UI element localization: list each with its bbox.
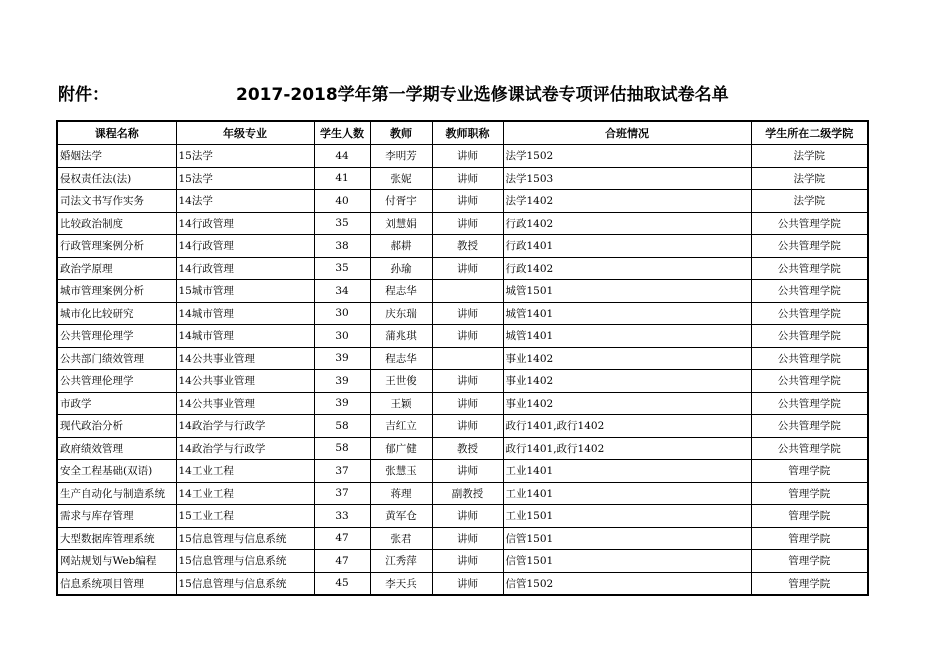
- grade-major-cell: 15信息管理与信息系统: [176, 550, 314, 573]
- grade-major-cell: 14法学: [176, 190, 314, 213]
- table-row: [57, 527, 868, 550]
- teacher-title-cell: [432, 347, 503, 370]
- teacher-cell: 庆东瑞: [370, 302, 432, 325]
- course-name-cell: 市政学: [57, 392, 176, 415]
- combined-class-cell: 政行1401,政行1402: [503, 437, 751, 460]
- combined-class-cell: 城管1401: [503, 302, 751, 325]
- col-header-grade-major: 年级专业: [176, 121, 314, 145]
- student-count-cell: 39: [314, 392, 370, 415]
- teacher-cell: 张慧玉: [370, 460, 432, 483]
- combined-class-cell: 行政1402: [503, 257, 751, 280]
- student-count-cell: 47: [314, 550, 370, 573]
- teacher-cell: 蒋理: [370, 482, 432, 505]
- combined-class-cell: 信管1502: [503, 572, 751, 595]
- combined-class-cell: 法学1502: [503, 145, 751, 168]
- col-header-title: 教师职称: [432, 121, 503, 145]
- teacher-cell: 黄军仓: [370, 505, 432, 528]
- combined-class-cell: 信管1501: [503, 550, 751, 573]
- grade-major-cell: 14公共事业管理: [176, 347, 314, 370]
- student-count-cell: 30: [314, 302, 370, 325]
- table-row: [57, 145, 868, 168]
- combined-class-cell: 事业1402: [503, 347, 751, 370]
- course-name-cell: 婚姻法学: [57, 145, 176, 168]
- student-count-cell: 41: [314, 167, 370, 190]
- table-row: [57, 415, 868, 438]
- teacher-cell: 郁广健: [370, 437, 432, 460]
- student-count-cell: 34: [314, 280, 370, 303]
- table-row: [57, 482, 868, 505]
- teacher-cell: 程志华: [370, 280, 432, 303]
- student-count-cell: 47: [314, 527, 370, 550]
- student-count-cell: 35: [314, 257, 370, 280]
- teacher-cell: 付胥宇: [370, 190, 432, 213]
- course-name-cell: 现代政治分析: [57, 415, 176, 438]
- college-cell: 管理学院: [751, 550, 868, 573]
- col-header-college: 学生所在二级学院: [751, 121, 868, 145]
- teacher-cell: 吉红立: [370, 415, 432, 438]
- table-row: [57, 505, 868, 528]
- teacher-cell: 刘慧娟: [370, 212, 432, 235]
- college-cell: 管理学院: [751, 572, 868, 595]
- col-header-course: 课程名称: [57, 121, 176, 145]
- course-name-cell: 城市化比较研究: [57, 302, 176, 325]
- grade-major-cell: 14公共事业管理: [176, 392, 314, 415]
- table-row: [57, 190, 868, 213]
- course-name-cell: 大型数据库管理系统: [57, 527, 176, 550]
- student-count-cell: 58: [314, 415, 370, 438]
- combined-class-cell: 法学1503: [503, 167, 751, 190]
- teacher-cell: 李明芳: [370, 145, 432, 168]
- table-row: [57, 257, 868, 280]
- teacher-title-cell: 教授: [432, 437, 503, 460]
- student-count-cell: 58: [314, 437, 370, 460]
- combined-class-cell: 工业1501: [503, 505, 751, 528]
- teacher-title-cell: 讲师: [432, 572, 503, 595]
- attachment-label: 附件：: [58, 85, 109, 105]
- college-cell: 公共管理学院: [751, 302, 868, 325]
- grade-major-cell: 14工业工程: [176, 460, 314, 483]
- student-count-cell: 30: [314, 325, 370, 348]
- table-row: [57, 302, 868, 325]
- student-count-cell: 39: [314, 347, 370, 370]
- teacher-title-cell: 讲师: [432, 167, 503, 190]
- grade-major-cell: 14城市管理: [176, 302, 314, 325]
- college-cell: 公共管理学院: [751, 437, 868, 460]
- teacher-cell: 孙瑜: [370, 257, 432, 280]
- teacher-title-cell: 讲师: [432, 190, 503, 213]
- course-name-cell: 城市管理案例分析: [57, 280, 176, 303]
- teacher-title-cell: 讲师: [432, 212, 503, 235]
- course-name-cell: 需求与库存管理: [57, 505, 176, 528]
- combined-class-cell: 政行1401,政行1402: [503, 415, 751, 438]
- grade-major-cell: 14行政管理: [176, 212, 314, 235]
- college-cell: 公共管理学院: [751, 212, 868, 235]
- combined-class-cell: 城管1501: [503, 280, 751, 303]
- combined-class-cell: 事业1402: [503, 392, 751, 415]
- combined-class-cell: 事业1402: [503, 370, 751, 393]
- college-cell: 公共管理学院: [751, 257, 868, 280]
- college-cell: 公共管理学院: [751, 347, 868, 370]
- college-cell: 公共管理学院: [751, 370, 868, 393]
- teacher-cell: 江秀萍: [370, 550, 432, 573]
- col-header-combined-class: 合班情况: [503, 121, 751, 145]
- grade-major-cell: 14政治学与行政学: [176, 415, 314, 438]
- table-row: [57, 235, 868, 258]
- grade-major-cell: 15信息管理与信息系统: [176, 572, 314, 595]
- student-count-cell: 45: [314, 572, 370, 595]
- student-count-cell: 33: [314, 505, 370, 528]
- table-row: [57, 437, 868, 460]
- grade-major-cell: 14行政管理: [176, 257, 314, 280]
- combined-class-cell: 信管1501: [503, 527, 751, 550]
- teacher-title-cell: 讲师: [432, 415, 503, 438]
- course-name-cell: 政治学原理: [57, 257, 176, 280]
- course-name-cell: 网站规划与Web编程: [57, 550, 176, 573]
- grade-major-cell: 15法学: [176, 167, 314, 190]
- course-name-cell: 行政管理案例分析: [57, 235, 176, 258]
- course-name-cell: 公共部门绩效管理: [57, 347, 176, 370]
- combined-class-cell: 工业1401: [503, 482, 751, 505]
- grade-major-cell: 14政治学与行政学: [176, 437, 314, 460]
- teacher-cell: 程志华: [370, 347, 432, 370]
- grade-major-cell: 15法学: [176, 145, 314, 168]
- college-cell: 公共管理学院: [751, 235, 868, 258]
- col-header-student-count: 学生人数: [314, 121, 370, 145]
- table-header-row: [57, 121, 868, 145]
- grade-major-cell: 14工业工程: [176, 482, 314, 505]
- student-count-cell: 44: [314, 145, 370, 168]
- college-cell: 公共管理学院: [751, 415, 868, 438]
- grade-major-cell: 15信息管理与信息系统: [176, 527, 314, 550]
- teacher-cell: 张君: [370, 527, 432, 550]
- course-name-cell: 政府绩效管理: [57, 437, 176, 460]
- grade-major-cell: 14城市管理: [176, 325, 314, 348]
- course-name-cell: 公共管理伦理学: [57, 325, 176, 348]
- college-cell: 法学院: [751, 145, 868, 168]
- student-count-cell: 38: [314, 235, 370, 258]
- page-title: 2017-2018学年第一学期专业选修课试卷专项评估抽取试卷名单: [236, 85, 729, 105]
- table-row: [57, 392, 868, 415]
- teacher-title-cell: 教授: [432, 235, 503, 258]
- teacher-title-cell: 讲师: [432, 302, 503, 325]
- student-count-cell: 37: [314, 460, 370, 483]
- student-count-cell: 39: [314, 370, 370, 393]
- table-row: [57, 572, 868, 595]
- table-row: [57, 460, 868, 483]
- teacher-cell: 蒲兆琪: [370, 325, 432, 348]
- teacher-title-cell: 讲师: [432, 257, 503, 280]
- course-name-cell: 公共管理伦理学: [57, 370, 176, 393]
- college-cell: 公共管理学院: [751, 280, 868, 303]
- grade-major-cell: 15工业工程: [176, 505, 314, 528]
- table-row: [57, 280, 868, 303]
- teacher-cell: 张妮: [370, 167, 432, 190]
- college-cell: 管理学院: [751, 460, 868, 483]
- combined-class-cell: 行政1401: [503, 235, 751, 258]
- teacher-title-cell: 讲师: [432, 550, 503, 573]
- combined-class-cell: 城管1401: [503, 325, 751, 348]
- college-cell: 管理学院: [751, 482, 868, 505]
- teacher-title-cell: 讲师: [432, 325, 503, 348]
- college-cell: 公共管理学院: [751, 325, 868, 348]
- table-row: [57, 167, 868, 190]
- teacher-cell: 郝耕: [370, 235, 432, 258]
- table-row: [57, 370, 868, 393]
- college-cell: 法学院: [751, 167, 868, 190]
- student-count-cell: 37: [314, 482, 370, 505]
- course-name-cell: 司法文书写作实务: [57, 190, 176, 213]
- combined-class-cell: 工业1401: [503, 460, 751, 483]
- college-cell: 管理学院: [751, 527, 868, 550]
- course-name-cell: 侵权责任法(法): [57, 167, 176, 190]
- teacher-title-cell: 副教授: [432, 482, 503, 505]
- teacher-title-cell: [432, 280, 503, 303]
- grade-major-cell: 14行政管理: [176, 235, 314, 258]
- course-table: [56, 120, 869, 596]
- teacher-title-cell: 讲师: [432, 370, 503, 393]
- teacher-title-cell: 讲师: [432, 527, 503, 550]
- teacher-cell: 王世俊: [370, 370, 432, 393]
- teacher-cell: 李天兵: [370, 572, 432, 595]
- teacher-cell: 王颖: [370, 392, 432, 415]
- combined-class-cell: 法学1402: [503, 190, 751, 213]
- col-header-teacher: 教师: [370, 121, 432, 145]
- college-cell: 管理学院: [751, 505, 868, 528]
- table-row: [57, 550, 868, 573]
- course-name-cell: 生产自动化与制造系统: [57, 482, 176, 505]
- course-name-cell: 比较政治制度: [57, 212, 176, 235]
- student-count-cell: 35: [314, 212, 370, 235]
- teacher-title-cell: 讲师: [432, 505, 503, 528]
- college-cell: 法学院: [751, 190, 868, 213]
- table-row: [57, 325, 868, 348]
- table-row: [57, 212, 868, 235]
- course-name-cell: 安全工程基础(双语): [57, 460, 176, 483]
- teacher-title-cell: 讲师: [432, 145, 503, 168]
- table-row: [57, 347, 868, 370]
- combined-class-cell: 行政1402: [503, 212, 751, 235]
- teacher-title-cell: 讲师: [432, 392, 503, 415]
- teacher-title-cell: 讲师: [432, 460, 503, 483]
- grade-major-cell: 15城市管理: [176, 280, 314, 303]
- student-count-cell: 40: [314, 190, 370, 213]
- course-name-cell: 信息系统项目管理: [57, 572, 176, 595]
- college-cell: 公共管理学院: [751, 392, 868, 415]
- grade-major-cell: 14公共事业管理: [176, 370, 314, 393]
